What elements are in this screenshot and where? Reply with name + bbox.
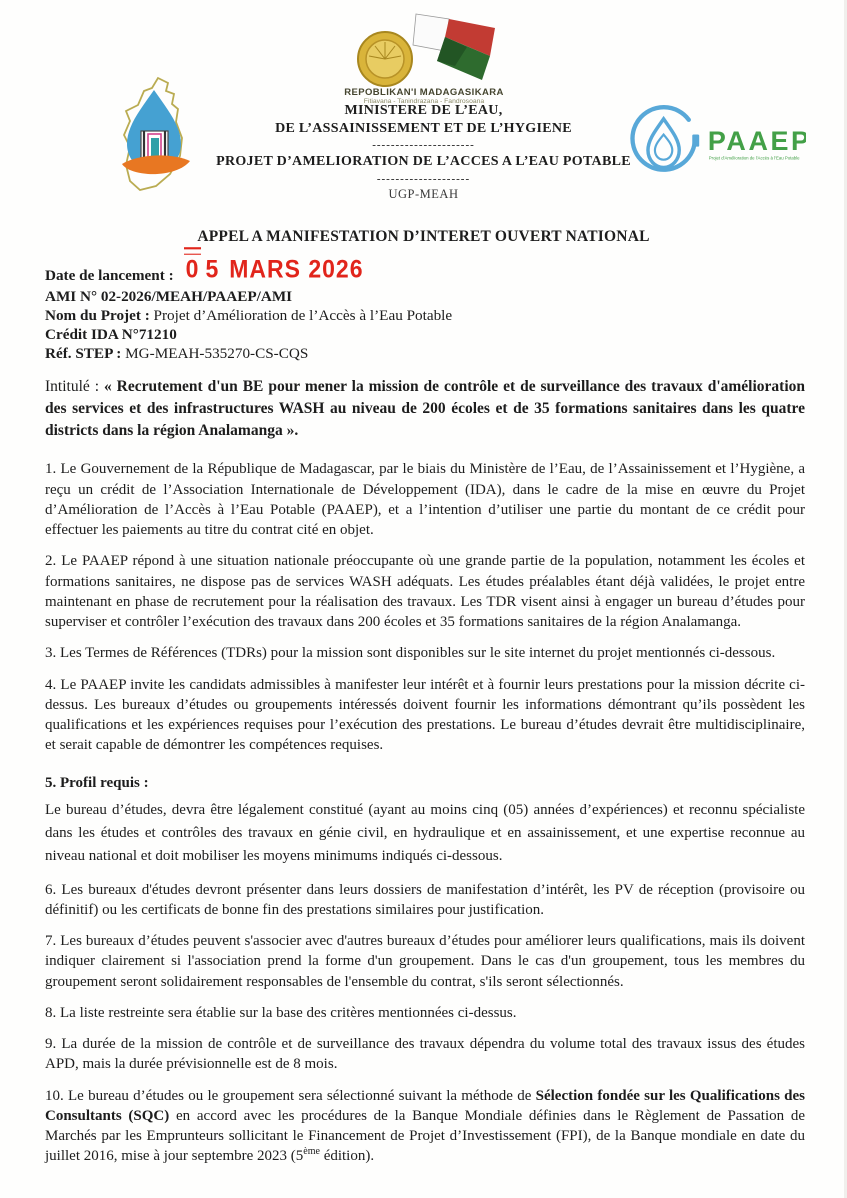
paaep-logo-text: PAAEP: [707, 126, 806, 157]
paragraph-10-text: 10. Le bureau d’études ou le groupement sera sélectionné suivant la méthode de: [45, 1087, 536, 1104]
selection-method-bold: Sélection fondée sur les Qualifications des Consultants (SQC): [45, 1087, 805, 1124]
document-title: APPEL A MANIFESTATION D’INTERET OUVERT NATIONAL: [197, 228, 650, 245]
paragraph-10: [45, 1086, 805, 1167]
ordinal-superscript: ème: [303, 1146, 320, 1158]
paragraph-3: 3. Les Termes de Références (TDRs) pour la mission sont disponibles sur le site internet du projet mentionnés ci-dessous.: [45, 645, 776, 662]
ref-step-row: [45, 344, 805, 363]
ref-step-label: Réf. STEP :: [45, 345, 122, 363]
paragraph-5-text: Le bureau d’études, devra être légalement constitué (ayant au moins cinq (05) années d’expériences) et reconnu spécialiste dans les études et contrôles des travaux en génie civil, en hydraulique et en assainissement, et une expertise reconnue au niveau national et doit mobiliser les moyens minimums indiqués ci-dessous.: [45, 801, 805, 865]
project-label: Nom du Projet :: [45, 307, 150, 325]
separator-dashes: ----------------------: [372, 139, 475, 151]
madagascar-emblem: [319, 4, 529, 109]
emblem-title: REPOBLIKAN'I MADAGASIKARA: [343, 87, 504, 98]
paragraph-1: 1. Le Gouvernement de la République de Madagascar, par le biais du Ministère de l’Eau, de l’Assainissement et l’Hygiène, a reçu un crédit de l’Association Internationale de Développement (IDA), dans le cadre de la mise en œuvre du Projet d’Amélioration de l’Accès à l’Eau Potable (PAAEP), et a l’intention d’utiliser une partie du montant de ce crédit pour effectuer les paiements au titre du contrat cité en objet.: [45, 461, 805, 539]
paragraph-8: 8. La liste restreinte sera établie sur la base des critères mentionnées ci-dessus.: [45, 1004, 517, 1021]
launch-date-row: [45, 254, 805, 287]
header-text-block: [0, 102, 847, 202]
intitule-label: Intitulé :: [45, 377, 100, 395]
document-body: [0, 252, 847, 1167]
ami-number-row: AMI N° 02-2026/MEAH/PAAEP/AMI: [45, 287, 293, 305]
paragraph-6: 6. Les bureaux d'études devront présenter dans leurs dossiers de manifestation d’intérêt, les PV de réception (provisoire ou définitif) ou les certificats de bonne fin des prestations similaires pour justification.: [45, 881, 805, 918]
project-name: PROJET D’AMELIORATION DE L’ACCES A L’EAU POTABLE: [216, 154, 631, 170]
stamp-month-year: MARS 2026: [229, 254, 364, 283]
project-value: Projet d’Amélioration de l’Accès à l’Eau Potable: [149, 307, 453, 325]
paragraph-7: 7. Les bureaux d’études peuvent s'associer avec d'autres bureaux d’études pour améliorer leurs qualifications, mais ils doivent indiquer clairement si l'association prend la forme d'un groupement. Dans le cas d'un groupement, tous les membres du groupement seront solidairement responsables de l'ensemble du contrat, s'ils seront sélectionnés.: [45, 933, 805, 990]
paragraph-10-text: en accord avec les procédures de la Banque Mondiale définies dans le Règlement de Passation de Marchés par les Emprunteurs sollicitant le Financement de Projet d’Investissement (FPI), de la Banque mondiale en date du juillet 2016, mise à jour septembre 2023 (5: [45, 1107, 806, 1165]
paragraph-10-text: édition).: [319, 1148, 375, 1165]
date-stamp: [186, 254, 364, 285]
madagascar-flag-medal-icon: [319, 4, 529, 104]
ministry-name-line1: MINISTERE DE L’EAU,: [344, 103, 503, 118]
unit-name: UGP-MEAH: [388, 186, 459, 201]
ref-step-value: MG-MEAH-535270-CS-CQS: [121, 345, 309, 363]
credit-row: Crédit IDA N°71210: [45, 326, 177, 344]
project-name-row: [45, 306, 805, 325]
paragraph-2: 2. Le PAAEP répond à une situation nationale préoccupante où une grande partie de la population, notamment les écoles et formations sanitaires, ne dispose pas de services WASH adéquats. Les études préalables étant déjà validées, le projet entre maintenant en phase de recrutement pour la réalisation des travaux. Les TDR visent ainsi à engager un bureau d’études pour superviser et contrôler l’exécution des travaux dans 200 écoles et 35 formations sanitaires de la région Analamanga.: [45, 553, 805, 631]
ministry-name-line2: DE L’ASSAINISSEMENT ET DE L’HYGIENE: [275, 120, 572, 136]
document-header: [0, 0, 847, 252]
paragraph-4: 4. Le PAAEP invite les candidats admissibles à manifester leur intérêt et à fournir leurs prestations pour la mission décrite ci-dessus. Les bureaux d’études ou groupements intéressés doivent fournir les informations démontrant qu’ils possèdent les qualifications et les expériences requises pour l’exécution des prestations. Le bureau d’études devrait être multidisciplinaire, et serait capable de démontrer les compétences requises.: [45, 676, 805, 754]
emblem-motto: Fitiavana - Tanindrazana - Fandrosoana: [363, 98, 484, 104]
paragraph-5-heading: 5. Profil requis :: [45, 774, 149, 791]
stamp-digit: 0: [185, 254, 200, 283]
stamp-digit: 5: [205, 254, 220, 283]
contract-title-paragraph: [45, 376, 805, 443]
paragraph-9: 9. La durée de la mission de contrôle et de surveillance des travaux dépendra du volume total des travaux issus des études APD, mais la durée prévisionnelle est de 8 mois.: [45, 1036, 805, 1073]
paaep-logo-tagline: Projet d'Amélioration de l'Accès à l'Eau Potable: [708, 155, 800, 161]
separator-dashes: --------------------: [376, 172, 471, 185]
meta-block: [45, 254, 805, 364]
launch-date-label: Date de lancement :: [45, 267, 174, 284]
intitule-quote: « Recrutement d'un BE pour mener la mission de contrôle et de surveillance des travaux d'amélioration des services et des infrastructures WASH au niveau de 200 écoles et de 35 formations sanitaires dans les quatre districts dans la région Analamanga ».: [45, 377, 805, 440]
